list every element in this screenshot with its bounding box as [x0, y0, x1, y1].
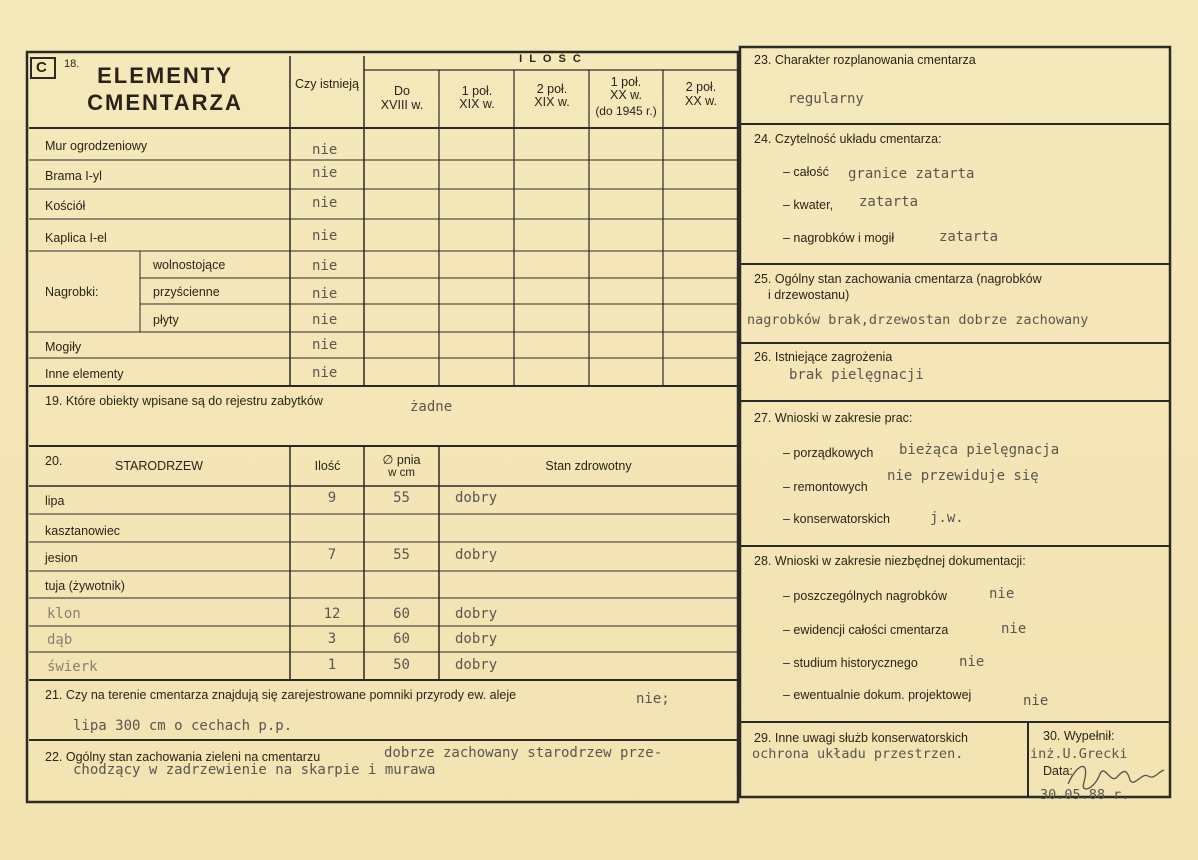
nagrobki-przyscienne-value: nie [312, 286, 338, 302]
q22-value2: chodzący w zadrzewienie na skarpie i murawa [73, 762, 436, 778]
tree-name: jesion [45, 551, 78, 565]
q25-label-line1: 25. Ogólny stan zachowania cmentarza (nagrobków [754, 272, 1042, 286]
q27-item1-label: – porządkowych [783, 446, 874, 460]
q22-value1: dobrze zachowany starodrzew prze- [384, 745, 663, 761]
q28-item3-label: – studium historycznego [783, 656, 918, 670]
q28-item1-label: – poszczególnych nagrobków [783, 589, 947, 603]
q19-value: żadne [410, 399, 453, 415]
q20-col-diam-line2: w cm [388, 467, 415, 479]
q19-label: 19. Które obiekty wpisane są do rejestru zabytków [45, 394, 323, 408]
nagrobki-plyty-value: nie [312, 312, 338, 328]
period-4-line2: XX w. [610, 88, 642, 102]
row-label-brama: Brama I-yl [45, 169, 102, 183]
tree-qty: 1 [327, 657, 337, 673]
q21-label: 21. Czy na terenie cmentarza znajdują się zarejestrowane pomniki przyrody ew. aleje [45, 688, 517, 702]
tree-health: dobry [455, 606, 498, 622]
tree-diam: 50 [393, 657, 410, 673]
tree-diam: 55 [393, 547, 410, 563]
tree-name: tuja (żywotnik) [45, 579, 125, 593]
section-number: 18. [64, 58, 80, 70]
q20-title: STARODRZEW [115, 459, 203, 473]
period-3-line1: 2 poł. [536, 82, 568, 96]
section-title-line2: CMENTARZA [87, 90, 243, 115]
q25-value: nagrobków brak,drzewostan dobrze zachowany [747, 312, 1089, 328]
q28-item4-value: nie [1023, 693, 1049, 709]
q23-value: regularny [788, 91, 864, 107]
tree-qty: 3 [327, 631, 337, 647]
q28-item3-value: nie [959, 654, 985, 670]
q23-label: 23. Charakter rozplanowania cmentarza [754, 53, 976, 67]
row-value-inne: nie [312, 365, 338, 381]
row-label-mogily: Mogiły [45, 340, 82, 354]
nagrobki-plyty-label: płyty [153, 313, 179, 327]
q26-label: 26. Istniejące zagrożenia [754, 350, 893, 364]
q25-label-line2: i drzewostanu) [768, 288, 850, 302]
section-title-line1: ELEMENTY [97, 63, 233, 88]
tree-health: dobry [455, 490, 498, 506]
q27-label: 27. Wnioski w zakresie prac: [754, 411, 913, 425]
q24-item1-value: granice zatarta [848, 166, 975, 182]
period-4-line1: 1 poł. [610, 75, 642, 89]
q28-item4-label: – ewentualnie dokum. projektowej [783, 688, 972, 702]
row-value-kosciol: nie [312, 195, 338, 211]
q28-item2-value: nie [1001, 621, 1027, 637]
row-value-mur: nie [312, 142, 338, 158]
period-1-line2: XVIII w. [380, 98, 424, 112]
period-1-line1: Do [394, 84, 410, 98]
tree-qty: 9 [327, 490, 337, 506]
q21-value2: lipa 300 cm o cechach p.p. [73, 718, 293, 734]
q30-date: 30.05.88 r. [1040, 787, 1130, 803]
tree-diam: 55 [393, 490, 410, 506]
row-label-kosciol: Kościół [45, 199, 86, 213]
q27-item3-value: j.w. [930, 510, 964, 526]
q24-item2-label: – kwater, [783, 198, 834, 212]
col-exists-header: Czy istnieją [295, 77, 359, 91]
period-2-line1: 1 poł. [461, 84, 493, 98]
row-label-kaplica: Kaplica I-el [45, 231, 107, 245]
row-value-kaplica: nie [312, 228, 338, 244]
q27-item2-label: – remontowych [783, 480, 868, 494]
q24-label: 24. Czytelność układu cmentarza: [754, 132, 942, 146]
nagrobki-label: Nagrobki: [45, 285, 99, 299]
q30-label: 30. Wypełnił: [1043, 729, 1115, 743]
tree-health: dobry [455, 657, 498, 673]
tree-name: klon [47, 606, 81, 622]
signature [1060, 752, 1170, 802]
q20-col-diam-line1: ∅ pnia [382, 453, 421, 467]
period-4-line3: (do 1945 r.) [595, 104, 657, 118]
q28-label: 28. Wnioski w zakresie niezbędnej dokumentacji: [754, 554, 1026, 568]
q30-value: inż.U.Grecki [1030, 746, 1128, 762]
q27-item2-value: nie przewiduje się [887, 468, 1039, 484]
nagrobki-przyscienne-label: przyścienne [153, 285, 220, 299]
tree-qty: 7 [327, 547, 337, 563]
q24-item3-label: – nagrobków i mogił [783, 231, 895, 245]
q30-date-label: Data: [1043, 764, 1073, 778]
q22-label: 22. Ogólny stan zachowania zieleni na cmentarzu [45, 750, 321, 764]
tree-health: dobry [455, 631, 498, 647]
period-3-line2: XIX w. [534, 95, 570, 109]
q20-col-health: Stan zdrowotny [545, 459, 632, 473]
nagrobki-wolnostojace-value: nie [312, 258, 338, 274]
period-5-line2: XX w. [685, 94, 717, 108]
row-value-mogily: nie [312, 337, 338, 353]
q28-item1-value: nie [989, 586, 1015, 602]
tree-name: świerk [47, 659, 98, 675]
tree-qty: 12 [323, 606, 341, 622]
tree-diam: 60 [393, 631, 410, 647]
q26-value: brak pielęgnacji [789, 367, 924, 383]
q29-label: 29. Inne uwagi służb konserwatorskich [754, 731, 969, 745]
nagrobki-wolnostojace-label: wolnostojące [153, 258, 226, 272]
q21-value1: nie; [636, 691, 670, 707]
row-label-mur: Mur ogrodzeniowy [45, 139, 148, 153]
tree-name: kasztanowiec [45, 524, 121, 538]
q27-item3-label: – konserwatorskich [783, 512, 890, 526]
q28-item2-label: – ewidencji całości cmentarza [783, 623, 949, 637]
q24-item2-value: zatarta [859, 194, 919, 210]
q20-number: 20. [45, 454, 63, 468]
q20-col-qty: Ilość [314, 459, 341, 473]
tree-name: dąb [47, 632, 73, 648]
period-2-line2: XIX w. [459, 97, 495, 111]
q29-value: ochrona układu przestrzen. [752, 746, 964, 762]
tree-diam: 60 [393, 606, 410, 622]
period-5-line1: 2 poł. [685, 80, 717, 94]
row-value-brama: nie [312, 165, 338, 181]
q27-item1-value: bieżąca pielęgnacja [899, 442, 1060, 458]
section-letter: C [36, 59, 47, 76]
tree-name: lipa [45, 494, 65, 508]
row-label-inne: Inne elementy [45, 367, 124, 381]
ilosc-header: I L O Ś Ć [519, 53, 583, 65]
q24-item3-value: zatarta [939, 229, 999, 245]
tree-health: dobry [455, 547, 498, 563]
q24-item1-label: – całość [783, 165, 829, 179]
